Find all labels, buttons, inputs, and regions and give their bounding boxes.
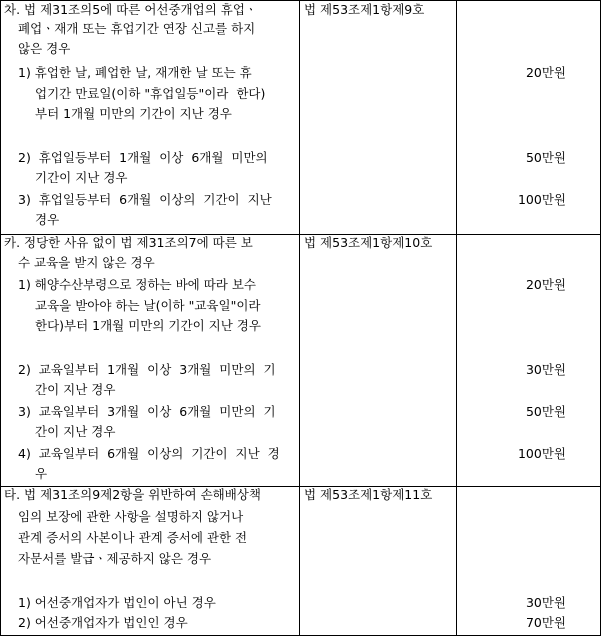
fine-amount: 70만원 (525, 615, 566, 630)
fine-amount: 20만원 (525, 277, 566, 292)
item-line: 3) 교육일부터 3개월 이상 6개월 미만의 기 (18, 404, 276, 419)
row-header-line: 타. 법 제31조의9제2항을 위반하여 손해배상책 (4, 487, 261, 502)
column-divider-2 (456, 0, 457, 636)
item-line: 2) 교육일부터 1개월 이상 3개월 미만의 기 (18, 362, 276, 377)
column-divider-1 (299, 0, 300, 636)
fine-amount: 30만원 (525, 595, 566, 610)
row-header-line: 자문서를 발급ㆍ제공하지 않은 경우 (18, 551, 212, 566)
item-line: 우 (35, 466, 48, 481)
item-line: 3) 휴업일등부터 6개월 이상의 기간이 지난 (18, 192, 272, 207)
item-line: 1) 어선중개업자가 법인이 아닌 경우 (18, 595, 216, 610)
item-line: 한다)부터 1개월 미만의 기간이 지난 경우 (35, 318, 261, 333)
item-line: 기간이 지난 경우 (35, 170, 128, 185)
fine-amount: 30만원 (525, 362, 566, 377)
row-header-line: 관계 증서의 사본이나 관계 증서에 관한 전 (18, 530, 248, 545)
fine-amount: 100만원 (517, 192, 566, 207)
law-reference: 법 제53조제1항제11호 (304, 487, 433, 502)
fine-amount: 50만원 (525, 404, 566, 419)
item-line: 1) 해양수산부령으로 정하는 바에 따라 보수 (18, 277, 256, 292)
row-header-line: 카. 정당한 사유 없이 법 제31조의7에 따른 보 (4, 235, 253, 250)
row-header-line: 않은 경우 (18, 41, 71, 56)
item-line: 간이 지난 경우 (35, 382, 116, 397)
item-line: 경우 (35, 212, 60, 227)
row-header-line: 수 교육을 받지 않은 경우 (18, 255, 155, 270)
row-header-line: 차. 법 제31조의5에 따른 어선중개업의 휴업ㆍ (4, 2, 257, 17)
law-reference: 법 제53조제1항제9호 (304, 2, 425, 17)
item-line: 교육을 받아야 하는 날(이하 "교육일"이라 (35, 298, 261, 313)
item-line: 1) 휴업한 날, 폐업한 날, 재개한 날 또는 휴 (18, 65, 252, 80)
item-line: 2) 휴업일등부터 1개월 이상 6개월 미만의 (18, 150, 268, 165)
item-line: 4) 교육일부터 6개월 이상의 기간이 지난 경 (18, 446, 280, 461)
row-header-line: 폐업ㆍ재개 또는 휴업기간 연장 신고를 하지 (18, 21, 256, 36)
row-header-line: 임의 보장에 관한 사항을 설명하지 않거나 (18, 509, 244, 524)
item-line: 부터 1개월 미만의 기간이 지난 경우 (35, 106, 232, 121)
law-reference: 법 제53조제1항제10호 (304, 235, 433, 250)
table-border-top (0, 0, 601, 1)
item-line: 2) 어선중개업자가 법인인 경우 (18, 615, 188, 630)
fine-amount: 50만원 (525, 150, 566, 165)
item-line: 간이 지난 경우 (35, 424, 116, 439)
fine-amount: 100만원 (517, 446, 566, 461)
table-border-left (0, 0, 1, 636)
fine-amount: 20만원 (525, 65, 566, 80)
item-line: 업기간 만료일(이하 "휴업일등"이라 한다) (35, 86, 266, 101)
